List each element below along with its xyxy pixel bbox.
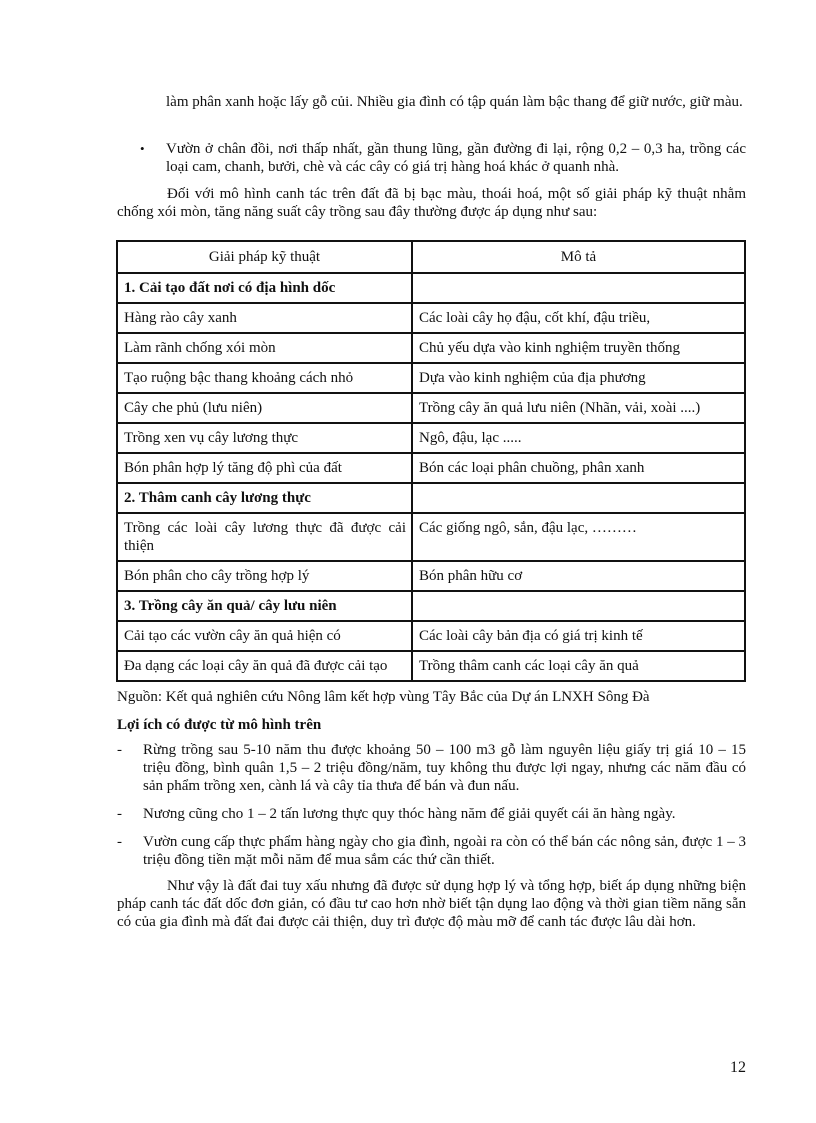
benefit-text: Nương cũng cho 1 – 2 tấn lương thực quy thóc hàng năm để giải quyết cái ăn hàng ngày.	[143, 806, 676, 822]
table-cell-solution: Cải tạo các vườn cây ăn quả hiện có	[117, 621, 412, 651]
table-cell-description: Bón các loại phân chuồng, phân xanh	[412, 453, 745, 483]
table-cell-description: Ngô, đậu, lạc .....	[412, 423, 745, 453]
table-row	[117, 363, 745, 393]
table-cell-description: Bón phân hữu cơ	[412, 561, 745, 591]
table-cell-description: Các giống ngô, sắn, đậu lạc, ………	[412, 513, 745, 561]
table-row	[117, 303, 745, 333]
section-title: 2. Thâm canh cây lương thực	[117, 483, 412, 513]
table-row	[117, 651, 745, 681]
table-section-row	[117, 273, 745, 303]
table-cell-description: Các loài cây họ đậu, cốt khí, đậu triều,	[412, 303, 745, 333]
solutions-table	[116, 240, 746, 682]
table-source-note: Nguồn: Kết quả nghiên cứu Nông lâm kết hợp vùng Tây Bắc của Dự án LNXH Sông Đà	[117, 689, 650, 705]
table-row	[117, 453, 745, 483]
table-section-row	[117, 483, 745, 513]
table-cell-description	[412, 591, 745, 621]
section-title: 1. Cải tạo đất nơi có địa hình dốc	[117, 273, 412, 303]
table-row	[117, 423, 745, 453]
continuation-paragraph: làm phân xanh hoặc lấy gỗ củi. Nhiều gia đình có tập quán làm bậc thang để giữ nước, giữ màu.	[166, 94, 743, 110]
table-header-row	[117, 241, 745, 273]
dash-marker: -	[117, 742, 122, 758]
bullet-text: Vườn ở chân đồi, nơi thấp nhất, gần thung lũng, gần đường đi lại, rộng 0,2 – 0,3 ha, trồng các loại cam, chanh, bưởi, chè và các cây có giá trị hàng hoá khác ở quanh nhà.	[166, 141, 746, 175]
table-cell-description: Trồng cây ăn quả lưu niên (Nhãn, vải, xoài ....)	[412, 393, 745, 423]
dash-marker: -	[117, 806, 122, 822]
table-cell-solution: Hàng rào cây xanh	[117, 303, 412, 333]
table-row	[117, 513, 745, 561]
benefit-text: Rừng trồng sau 5-10 năm thu được khoảng 50 – 100 m3 gỗ làm nguyên liệu giấy trị giá 10 – 15 triệu đồng, bình quân 1,5 – 2 triệu đồng/năm, tuy không thu được lợi ngay, nhưng các năm đầu có sản phẩm trồng xen, cành lá và cây tỉa thưa để bán và đun nấu.	[143, 742, 746, 794]
table-cell-solution: Làm rãnh chống xói mòn	[117, 333, 412, 363]
header-description: Mô tả	[412, 241, 745, 273]
table-section-row	[117, 591, 745, 621]
table-cell-description: Trồng thâm canh các loại cây ăn quả	[412, 651, 745, 681]
conclusion-paragraph: Như vậy là đất đai tuy xấu nhưng đã được sử dụng hợp lý và tổng hợp, biết áp dụng những biện pháp canh tác đất dốc đơn giản, có đầu tư cao hơn nhờ biết tận dụng lao động và thời gian tiềm năng sẵn có của gia đình mà đất đai được cải thiện, duy trì được độ màu mỡ để canh tác được lâu dài hơn.	[117, 878, 746, 930]
dash-marker: -	[117, 834, 122, 850]
table-row	[117, 621, 745, 651]
table-cell-solution: Cây che phủ (lưu niên)	[117, 393, 412, 423]
page-number: 12	[730, 1059, 746, 1076]
section-title: 3. Trồng cây ăn quả/ cây lưu niên	[117, 591, 412, 621]
table-cell-solution: Tạo ruộng bậc thang khoảng cách nhỏ	[117, 363, 412, 393]
table-cell-description	[412, 273, 745, 303]
table-row	[117, 561, 745, 591]
table-cell-solution: Trồng xen vụ cây lương thực	[117, 423, 412, 453]
table-cell-solution: Đa dạng các loại cây ăn quả đã được cải tạo	[117, 651, 412, 681]
table-cell-description: Các loài cây bản địa có giá trị kinh tế	[412, 621, 745, 651]
benefit-text: Vườn cung cấp thực phẩm hàng ngày cho gia đình, ngoài ra còn có thể bán các nông sản, được 1 – 3 triệu đồng tiền mặt mỗi năm để mua sắm các thứ cần thiết.	[143, 834, 746, 868]
table-row	[117, 333, 745, 363]
table-cell-description: Dựa vào kinh nghiệm của địa phương	[412, 363, 745, 393]
bullet-marker: •	[140, 141, 145, 156]
table-cell-description: Chủ yếu dựa vào kinh nghiệm truyền thống	[412, 333, 745, 363]
table-cell-solution: Bón phân hợp lý tăng độ phì của đất	[117, 453, 412, 483]
intro-paragraph: Đối với mô hình canh tác trên đất đã bị bạc màu, thoái hoá, một số giải pháp kỹ thuật nhằm chống xói mòn, tăng năng suất cây trồng sau đây thường được áp dụng như sau:	[117, 186, 746, 220]
table-cell-description	[412, 483, 745, 513]
table-cell-solution: Trồng các loài cây lương thực đã được cải thiện	[117, 513, 412, 561]
benefits-heading: Lợi ích có được từ mô hình trên	[117, 717, 322, 733]
header-solution: Giải pháp kỹ thuật	[117, 241, 412, 273]
table-cell-solution: Bón phân cho cây trồng hợp lý	[117, 561, 412, 591]
table-row	[117, 393, 745, 423]
